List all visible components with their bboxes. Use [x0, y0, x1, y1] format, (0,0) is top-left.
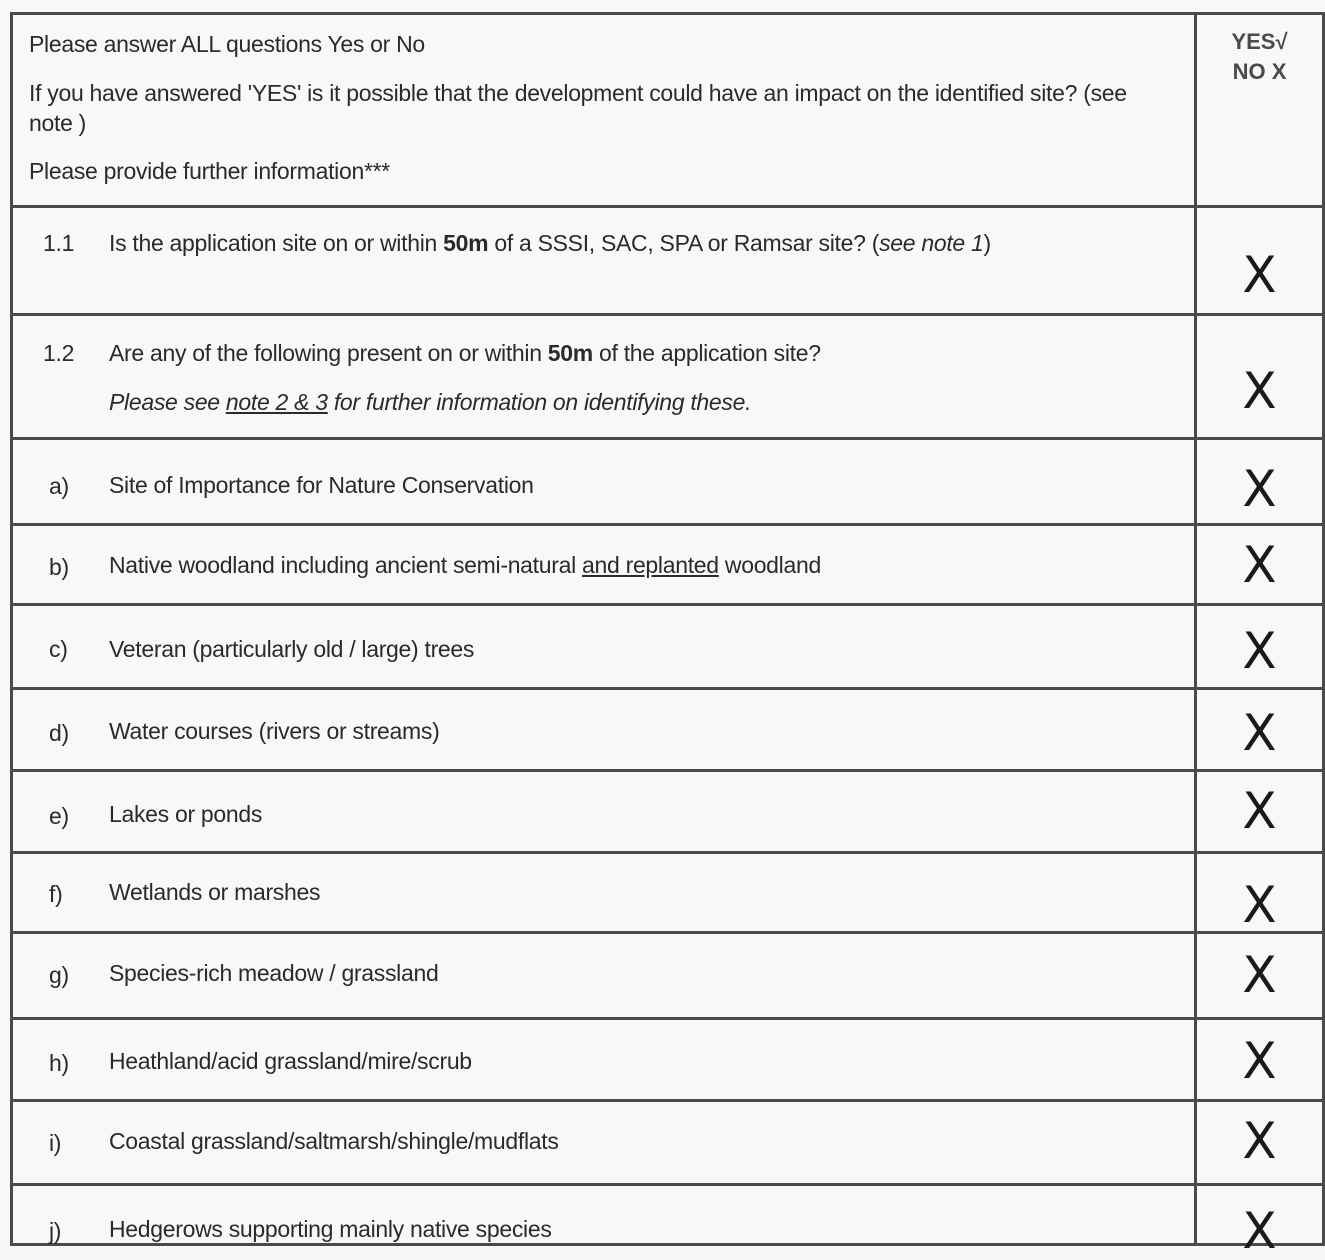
answer-checkbox[interactable]: [1196, 1019, 1324, 1101]
answer-checkbox[interactable]: [1196, 207, 1324, 315]
item-text: Site of Importance for Nature Conservation: [109, 472, 534, 498]
answer-key-cell: [1196, 14, 1324, 207]
header-row: [12, 14, 1324, 207]
item-label: i): [49, 1130, 62, 1156]
item-label: c): [49, 636, 68, 662]
item-label: f): [49, 881, 63, 907]
instruction-line-2: If you have answered 'YES' is it possible that the development could have an impact on the identified site? (see note ): [29, 80, 1127, 136]
item-cell: [12, 605, 1196, 689]
item-row-c: [12, 605, 1324, 689]
item-label: b): [49, 554, 69, 580]
question-text: Is the application site on or within 50m of a SSSI, SAC, SPA or Ramsar site? (see note 1): [109, 230, 991, 256]
answer-mark: X: [1242, 704, 1277, 762]
item-cell: [12, 689, 1196, 771]
item-text: Water courses (rivers or streams): [109, 718, 440, 744]
answer-mark: X: [1242, 246, 1277, 304]
answer-mark: X: [1242, 946, 1277, 1004]
answer-checkbox[interactable]: [1196, 525, 1324, 605]
answer-key-yes: YES√: [1231, 29, 1288, 54]
item-row-j: [12, 1185, 1324, 1245]
item-label: g): [49, 962, 69, 988]
item-label: d): [49, 720, 69, 746]
item-row-h: [12, 1019, 1324, 1101]
answer-mark: X: [1242, 1032, 1277, 1090]
item-cell: [12, 933, 1196, 1019]
answer-key-no: NO X: [1232, 59, 1287, 84]
item-text: Veteran (particularly old / large) trees: [109, 636, 475, 662]
item-row-d: [12, 689, 1324, 771]
item-cell: [12, 1101, 1196, 1185]
item-text: Hedgerows supporting mainly native species: [109, 1216, 552, 1242]
instruction-line-3: Please provide further information***: [29, 158, 390, 184]
item-row-f: [12, 853, 1324, 933]
answer-mark: X: [1242, 362, 1277, 420]
answer-mark: X: [1242, 876, 1277, 934]
item-row-b: [12, 525, 1324, 605]
question-text: Are any of the following present on or within 50m of the application site?: [109, 340, 821, 366]
answer-checkbox[interactable]: [1196, 689, 1324, 771]
answer-checkbox[interactable]: [1196, 933, 1324, 1019]
item-row-i: [12, 1101, 1324, 1185]
item-row-g: [12, 933, 1324, 1019]
question-row-1-1: [12, 207, 1324, 315]
question-note: Please see note 2 & 3 for further information on identifying these.: [109, 389, 752, 415]
item-label: h): [49, 1050, 69, 1076]
answer-mark: X: [1242, 622, 1277, 680]
answer-checkbox[interactable]: [1196, 605, 1324, 689]
answer-checkbox[interactable]: [1196, 853, 1324, 933]
answer-checkbox[interactable]: [1196, 771, 1324, 853]
item-row-a: [12, 439, 1324, 525]
item-text: Coastal grassland/saltmarsh/shingle/mudflats: [109, 1128, 559, 1154]
item-text: Species-rich meadow / grassland: [109, 960, 439, 986]
item-cell: [12, 853, 1196, 933]
item-text: Lakes or ponds: [109, 801, 263, 827]
answer-checkbox[interactable]: [1196, 315, 1324, 439]
item-cell: [12, 1185, 1196, 1245]
item-label: a): [49, 473, 69, 499]
item-label: e): [49, 803, 69, 829]
item-cell: [12, 771, 1196, 853]
question-cell: [12, 315, 1196, 439]
question-row-1-2: [12, 315, 1324, 439]
item-row-e: [12, 771, 1324, 853]
answer-mark: X: [1242, 1112, 1277, 1170]
answer-checkbox[interactable]: [1196, 1185, 1324, 1260]
item-label: j): [49, 1218, 62, 1244]
item-cell: [12, 1019, 1196, 1101]
answer-mark: X: [1242, 536, 1277, 594]
item-cell: [12, 525, 1196, 605]
answer-checkbox[interactable]: [1196, 439, 1324, 525]
question-number: 1.2: [43, 340, 75, 366]
instructions-cell: [12, 14, 1196, 207]
questionnaire-table: [10, 12, 1325, 1260]
answer-mark: X: [1242, 782, 1277, 840]
answer-checkbox[interactable]: [1196, 1101, 1324, 1185]
answer-mark: X: [1242, 460, 1277, 518]
item-cell: [12, 439, 1196, 525]
answer-mark: X: [1242, 1202, 1277, 1260]
item-text: Native woodland including ancient semi-natural and replanted woodland: [109, 552, 821, 578]
question-cell: [12, 207, 1196, 315]
item-text: Wetlands or marshes: [109, 879, 321, 905]
instruction-line-1: Please answer ALL questions Yes or No: [29, 31, 425, 57]
question-number: 1.1: [43, 230, 75, 256]
item-text: Heathland/acid grassland/mire/scrub: [109, 1048, 472, 1074]
